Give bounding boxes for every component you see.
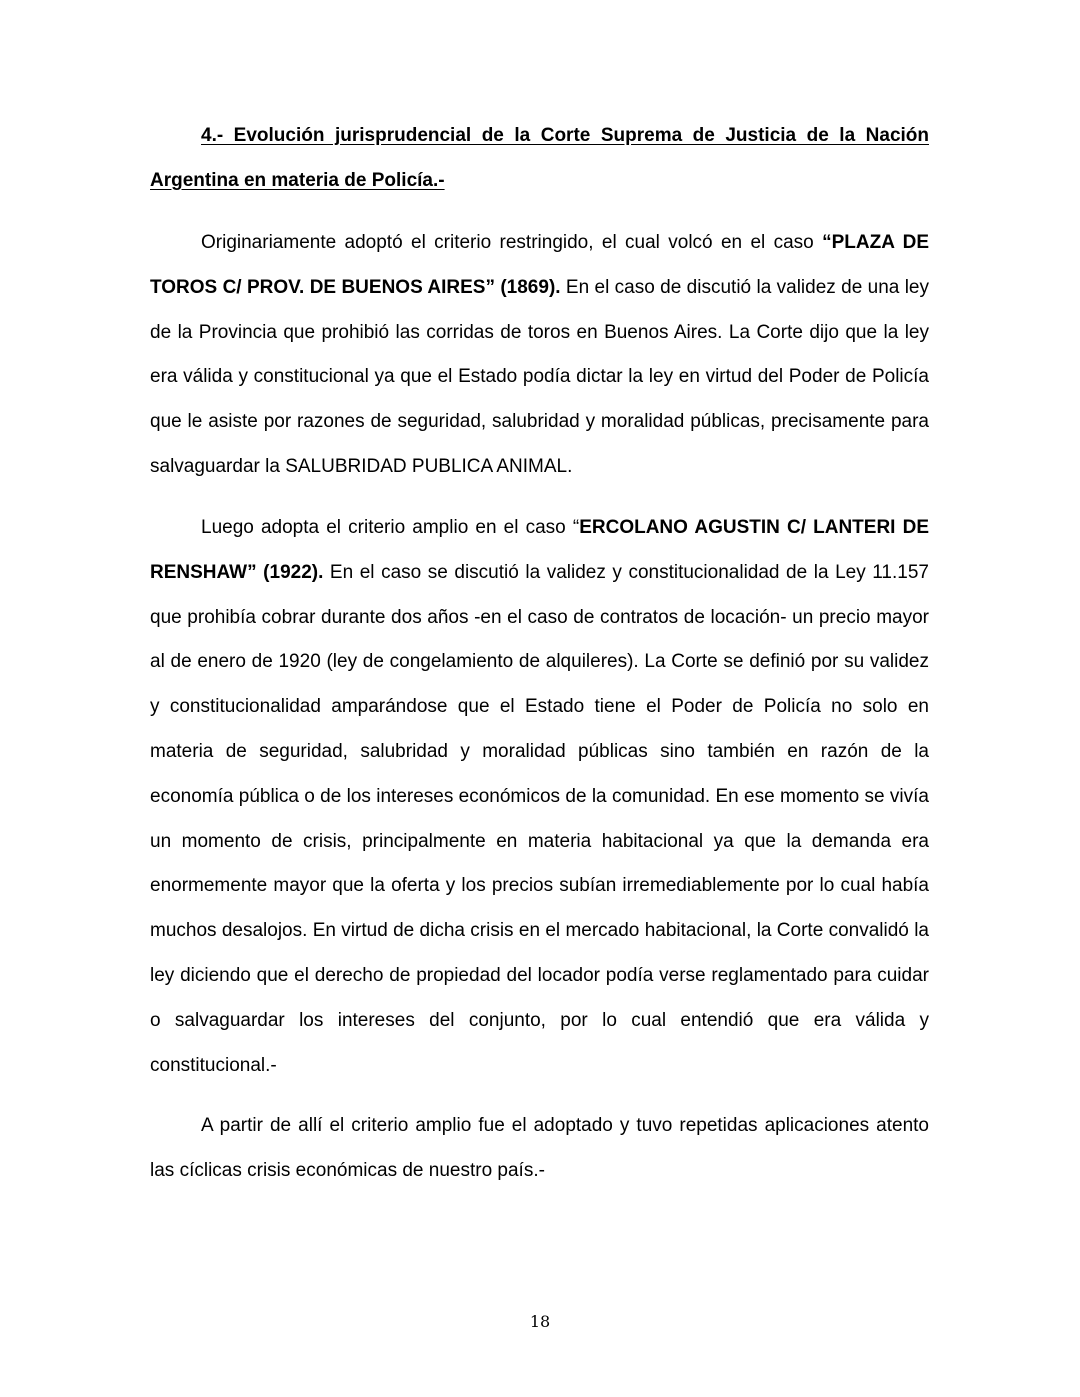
- paragraph-conclusion: [150, 1104, 929, 1194]
- paragraph-text: Originariamente adoptó el criterio restringido, el cual volcó en el caso: [201, 232, 823, 253]
- paragraph-ercolano: [150, 506, 929, 1088]
- paragraph-plaza-de-toros: [150, 221, 929, 490]
- section-heading: [150, 114, 929, 204]
- paragraph-text: A partir de allí el criterio amplio fue el adoptado y tuvo repetidas aplicaciones atento las cíclicas crisis económicas de nuestro país.-: [150, 1115, 929, 1181]
- paragraph-text: En el caso de discutió la validez de una ley de la Provincia que prohibió las corridas de toros en Buenos Aires. La Corte dijo que la ley era válida y constitucional ya que el Estado podía dictar la ley en virtud del Poder de Policía que le asiste por razones de seguridad, salubridad y moralidad públicas, precisamente para salvaguardar la SALUBRIDAD PUBLICA ANIMAL.: [150, 276, 929, 477]
- case-citation-ercolano: ERCOLANO AGUSTIN C/ LANTERI DE RENSHAW” (1922).: [150, 517, 929, 583]
- page-number: 18: [529, 1312, 551, 1331]
- case-citation-plaza-de-toros: “PLAZA DE TOROS C/ PROV. DE BUENOS AIRES” (1869).: [150, 232, 929, 298]
- paragraph-text: En el caso se discutió la validez y constitucionalidad de la Ley 11.157 que prohibía cobrar durante dos años -en el caso de contratos de locación- un precio mayor al de enero de 1920 (ley de congelamiento de alquileres). La Corte se definió por su validez y constitucionalidad amparándose que el Estado tiene el Poder de Policía no solo en materia de seguridad, salubridad y moralidad públicas sino también en razón de la economía pública o de los intereses económicos de la comunidad. En ese momento se vivía un momento de crisis, principalmente en materia habitacional ya que la demanda era enormemente mayor que la oferta y los precios subían irremediablemente por lo cual había muchos desalojos. En virtud de dicha crisis en el mercado habitacional, la Corte convalidó la ley diciendo que el derecho de propiedad del locador podía verse reglamentado para cuidar o salvaguardar los intereses del conjunto, por lo cual entendió que era válida y constitucional.-: [150, 561, 929, 1076]
- section-heading-text: 4.- Evolución jurisprudencial de la Corte Suprema de Justicia de la Nación Argentina en materia de Policía.-: [150, 125, 929, 191]
- paragraph-text: Luego adopta el criterio amplio en el caso “: [201, 517, 580, 538]
